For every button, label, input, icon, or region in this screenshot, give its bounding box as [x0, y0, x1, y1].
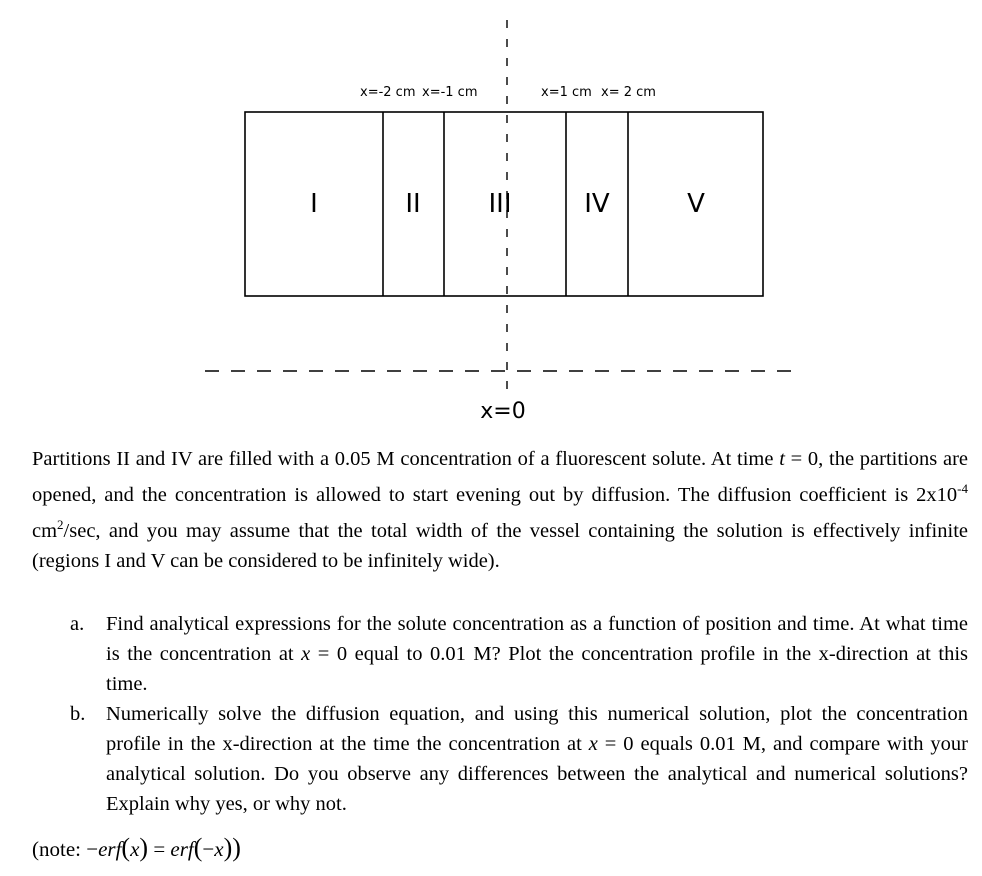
label-x-pos1: x=1 cm: [541, 85, 592, 100]
label-x-zero: x=0: [480, 399, 526, 424]
intro-text-3: cm: [32, 519, 58, 542]
partition-label-3: III: [488, 189, 512, 219]
note-x-2: x: [214, 837, 224, 861]
t-equals-zero: = 0: [784, 448, 819, 470]
note-equals: =: [148, 837, 171, 861]
x-equals-zero-b: = 0: [597, 733, 634, 755]
note-erf-2: erf: [170, 837, 194, 861]
item-body-b: [106, 699, 968, 819]
label-x-pos2: x= 2 cm: [601, 85, 656, 100]
partition-label-1: I: [310, 189, 318, 219]
item-a-text-1: Find analytical expressions for the solute concentration as a function of position and time. At what time is the concentration at: [106, 613, 968, 665]
note-neg: −: [202, 837, 215, 861]
exponent-2: 2: [57, 516, 64, 532]
label-x-neg1: x=-1 cm: [422, 85, 478, 100]
item-a-text-2: equal to 0.01 M? Plot the concentration profile in the x-direction at this time.: [106, 643, 969, 695]
partition-diagram: [0, 0, 982, 430]
note-rparen-1: ): [139, 833, 149, 862]
item-marker-b: b.: [70, 703, 86, 725]
note-open: (note:: [32, 837, 87, 861]
note-lparen-2: (: [193, 833, 203, 862]
item-b-text-2: equals 0.01 M, and compare with your analytical solution. Do you observe any differences between the analytical and numerical solutions? Explain why yes, or why not.: [106, 733, 968, 815]
partition-label-5: V: [687, 189, 705, 219]
note-rparen-2: )): [223, 833, 241, 862]
note-lparen-1: (: [121, 833, 131, 862]
intro-text-4: /sec, and you may assume that the total width of the vessel containing the solution is effectively infinite (regions I and V can be considered to be infinitely wide).: [32, 519, 968, 572]
note-line: [32, 834, 241, 864]
x-equals-zero-a: = 0: [310, 643, 348, 665]
note-x-1: x: [130, 837, 140, 861]
var-x-b: x: [588, 733, 598, 755]
note-minus: −: [86, 837, 99, 861]
item-b-text-1: Numerically solve the diffusion equation, and using this numerical solution, plot the concentration profile in the x-direction at the time the concentration at: [106, 703, 968, 755]
partition-label-2: II: [405, 189, 421, 219]
var-x-a: x: [301, 643, 311, 665]
item-marker-a: a.: [70, 613, 85, 635]
partition-label-4: IV: [584, 189, 610, 219]
var-t: t: [779, 448, 785, 470]
item-body-a: [106, 609, 968, 699]
intro-paragraph: [32, 444, 968, 576]
note-erf-1: erf: [98, 837, 122, 861]
intro-text-2: , the partitions are opened, and the concentration is allowed to start evening out by diffusion. The diffusion coefficient is 2x10: [32, 448, 968, 506]
exponent-neg4: -4: [957, 481, 968, 496]
intro-text-1: Partitions II and IV are filled with a 0.05 M concentration of a fluorescent solute. At time: [32, 448, 780, 470]
label-x-neg2: x=-2 cm: [360, 85, 416, 100]
